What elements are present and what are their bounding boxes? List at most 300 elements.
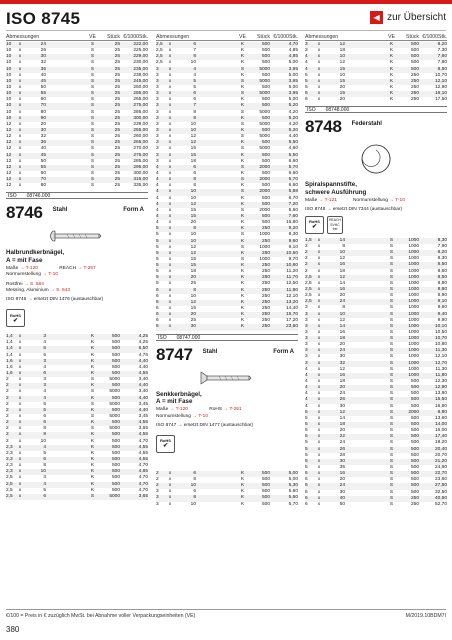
- dim-b: 4: [43, 444, 46, 450]
- ve-cell: K: [389, 78, 394, 84]
- ve-cell: S: [240, 207, 245, 213]
- dim-a: 10: [6, 84, 12, 90]
- dim-a: 2: [6, 389, 9, 395]
- dim-x: x: [317, 84, 321, 90]
- dim-x: x: [317, 354, 321, 360]
- dim-a: 5: [305, 415, 308, 421]
- dim-b: 5: [193, 78, 196, 84]
- price-cell: 7,90: [437, 243, 447, 249]
- qty-cell: 250: [410, 72, 419, 78]
- dim-x: x: [168, 201, 172, 207]
- dim-a: 5: [305, 452, 308, 458]
- ve-cell: S: [240, 189, 245, 195]
- dim-x: x: [18, 115, 22, 121]
- spacer: [196, 502, 237, 508]
- dim-b: 25: [190, 318, 196, 324]
- qty-cell: 500: [111, 456, 120, 462]
- price-cell: 5,00: [288, 97, 298, 103]
- price-table-8746-cont: [156, 42, 298, 331]
- ve-cell: K: [90, 334, 95, 340]
- price-cell: 13,80: [434, 391, 447, 397]
- dim-a: 5: [305, 458, 308, 464]
- qty-cell: 1000: [408, 317, 419, 323]
- ve-cell: S: [389, 379, 394, 385]
- ve-cell: S: [90, 72, 95, 78]
- qty-cell: 250: [261, 324, 270, 330]
- dim-b: 8: [342, 243, 345, 249]
- product-block-8746: [6, 189, 148, 327]
- price-cell: 4,55: [138, 432, 148, 438]
- dim-a: 10: [6, 97, 12, 103]
- dim-a: 4: [156, 170, 159, 176]
- dim-a: 4: [156, 201, 159, 207]
- product-links: Maße → T-121 Normumstellung → T-10 ISO 8748 → ersetzt DIN 7344 (austauschbar): [305, 198, 405, 212]
- dim-a: 5: [305, 78, 308, 84]
- qty-cell: 500: [111, 334, 120, 340]
- dim-a: 4: [305, 385, 308, 391]
- dim-x: x: [168, 189, 172, 195]
- price-cell: 4,40: [138, 407, 148, 413]
- link-norm-change[interactable]: → T-10: [192, 413, 208, 419]
- ve-cell: K: [240, 306, 245, 312]
- dim-b: 8: [43, 432, 46, 438]
- dim-b: 16: [339, 372, 345, 378]
- dim-x: x: [168, 134, 172, 140]
- ve-cell: S: [90, 134, 95, 140]
- dim-a: 1,4: [6, 340, 13, 346]
- price-cell: 225,00: [133, 48, 148, 54]
- qty-cell: 500: [261, 158, 270, 164]
- price-cell: 5,70: [288, 164, 298, 170]
- qty-cell: 250: [261, 275, 270, 281]
- price-cell: 3,95: [288, 78, 298, 84]
- dim-b: 20: [339, 293, 345, 299]
- ve-cell: S: [389, 286, 394, 292]
- qty-cell: 500: [261, 220, 270, 226]
- product-description: [156, 391, 298, 406]
- price-cell: 5,70: [288, 501, 298, 507]
- dim-a: 3: [305, 305, 308, 311]
- qty-cell: 5000: [259, 78, 270, 84]
- dim-a: 2: [305, 256, 308, 262]
- dim-x: x: [18, 78, 22, 84]
- price-cell: 239,00: [133, 121, 148, 127]
- link-label: Maße: [156, 407, 169, 413]
- qty-cell: 1000: [408, 348, 419, 354]
- dim-b: 45: [40, 152, 46, 158]
- qty-cell: 1000: [408, 274, 419, 280]
- qty-cell: 5000: [259, 109, 270, 115]
- ve-cell: S: [240, 78, 245, 84]
- dim-a: 1,6: [6, 358, 13, 364]
- dim-a: 3: [156, 84, 159, 90]
- spacer: [46, 183, 87, 189]
- price-cell: 8,30: [437, 256, 447, 262]
- dim-a: 10: [6, 78, 12, 84]
- replaced-norm: ISO 8746: [6, 297, 27, 303]
- column-3: [305, 33, 447, 508]
- link-brass[interactable]: → S. 643: [50, 288, 71, 294]
- dim-b: 3: [43, 383, 46, 389]
- price-cell: 275,00: [133, 152, 148, 158]
- dim-a: 3: [156, 121, 159, 127]
- dim-a: 4: [156, 195, 159, 201]
- dim-b: 12: [190, 201, 196, 207]
- ve-cell: S: [389, 471, 394, 477]
- ve-cell: S: [389, 440, 394, 446]
- dim-x: x: [18, 340, 22, 346]
- product-block-8747: [156, 331, 298, 453]
- qty-cell: 500: [111, 469, 120, 475]
- dim-a: 5: [156, 244, 159, 250]
- dim-b: 30: [339, 354, 345, 360]
- iso-code-bar: [6, 192, 148, 199]
- halbrund-nail-drawing: [6, 225, 148, 247]
- dim-b: 6: [193, 97, 196, 103]
- qty-cell: 25: [114, 121, 120, 127]
- price-cell: 17,40: [434, 434, 447, 440]
- ve-cell: S: [389, 495, 394, 501]
- price-cell: 5,00: [288, 60, 298, 66]
- dim-a: 3: [305, 342, 308, 348]
- qty-cell: 500: [111, 487, 120, 493]
- qty-cell: 500: [410, 452, 419, 458]
- price-cell: 12,50: [285, 281, 298, 287]
- description-line-2: A = mit Fase: [156, 398, 193, 406]
- ve-cell: K: [90, 383, 95, 389]
- price-cell: 5,50: [288, 152, 298, 158]
- ve-cell: K: [240, 158, 245, 164]
- dim-x: x: [18, 371, 22, 377]
- link-label: Normumstellung: [156, 413, 191, 419]
- link-norm-change[interactable]: → T-10: [42, 272, 58, 278]
- qty-cell: 1000: [408, 250, 419, 256]
- dim-b: 3: [43, 334, 46, 340]
- link-reach[interactable]: → T-257: [77, 266, 96, 272]
- dim-b: 8: [193, 183, 196, 189]
- dim-b: 6: [43, 493, 46, 499]
- product-description: [6, 249, 148, 264]
- ve-cell: S: [389, 483, 394, 489]
- iso-label: ISO: [158, 334, 167, 341]
- price-cell: 4,70: [138, 475, 148, 481]
- dim-b: 20: [339, 477, 345, 483]
- ve-cell: S: [240, 134, 245, 140]
- qty-cell: 250: [261, 238, 270, 244]
- dim-b: 4: [43, 340, 46, 346]
- price-cell: 3,45: [138, 401, 148, 407]
- header-dimensions: Abmessungen: [305, 34, 339, 40]
- ve-cell: K: [240, 54, 245, 60]
- dim-a: 10: [6, 42, 12, 47]
- dim-b: 18: [190, 158, 196, 164]
- ve-cell: S: [389, 342, 394, 348]
- qty-cell: 500: [410, 428, 419, 434]
- qty-cell: 250: [261, 263, 270, 269]
- price-cell: 4,55: [138, 371, 148, 377]
- qty-cell: 25: [114, 164, 120, 170]
- dim-b: 15: [190, 152, 196, 158]
- dim-b: 8: [43, 463, 46, 469]
- qty-cell: 1000: [408, 293, 419, 299]
- dim-x: x: [317, 243, 321, 249]
- dim-b: 18: [339, 422, 345, 428]
- qty-cell: 500: [261, 152, 270, 158]
- link-measurements[interactable]: → T-121: [318, 198, 337, 204]
- qty-cell: 25: [114, 177, 120, 183]
- dim-b: 20: [339, 97, 345, 103]
- dim-b: 8: [43, 426, 46, 432]
- dim-b: 60: [40, 170, 46, 176]
- dim-b: 10: [339, 72, 345, 78]
- link-target: T-257: [83, 266, 96, 272]
- ve-cell: S: [389, 366, 394, 372]
- dim-b: 10: [190, 127, 196, 133]
- qty-cell: 25: [114, 60, 120, 66]
- qty-cell: 500: [261, 115, 270, 121]
- ve-cell: K: [90, 364, 95, 370]
- link-rohs[interactable]: → T-261: [223, 407, 242, 413]
- dim-x: x: [168, 54, 172, 60]
- ve-cell: K: [240, 97, 245, 103]
- qty-cell: 25: [114, 127, 120, 133]
- ve-cell: K: [389, 42, 394, 47]
- price-cell: 9,90: [437, 317, 447, 323]
- overview-link[interactable]: [370, 11, 446, 24]
- qty-cell: 500: [410, 385, 419, 391]
- header-ve: VE: [239, 34, 246, 40]
- dim-a: 5: [156, 269, 159, 275]
- qty-cell: 250: [410, 495, 419, 501]
- dim-a: 6: [305, 495, 308, 501]
- chevron-left-icon: ◀: [370, 11, 383, 24]
- link-norm-change[interactable]: → T-10: [389, 198, 405, 204]
- link-stainless[interactable]: → S. 584: [23, 281, 44, 287]
- table-row: [156, 502, 298, 508]
- qty-cell: 25: [114, 78, 120, 84]
- ve-cell: K: [240, 263, 245, 269]
- qty-cell: 500: [410, 379, 419, 385]
- ve-cell: K: [240, 213, 245, 219]
- dim-a: 3: [156, 66, 159, 72]
- ve-cell: K: [389, 91, 394, 97]
- ve-cell: S: [389, 293, 394, 299]
- dim-b: 6: [43, 420, 46, 426]
- dim-b: 12: [339, 409, 345, 415]
- dim-a: 2: [156, 483, 159, 489]
- qty-cell: 500: [410, 458, 419, 464]
- dim-x: x: [317, 471, 321, 477]
- iso-code-bar: [156, 334, 298, 341]
- link-label: Maße: [305, 198, 318, 204]
- table-row: [156, 324, 298, 330]
- qty-cell: 250: [261, 306, 270, 312]
- qty-cell: 500: [410, 415, 419, 421]
- ve-cell: K: [240, 152, 245, 158]
- qty-cell: 500: [111, 364, 120, 370]
- dim-b: 24: [40, 42, 46, 47]
- dim-b: 5: [43, 346, 46, 352]
- dim-b: 10: [190, 189, 196, 195]
- ve-cell: S: [389, 489, 394, 495]
- price-cell: 4,40: [288, 134, 298, 140]
- qty-cell: 500: [111, 420, 120, 426]
- price-cell: 4,70: [138, 481, 148, 487]
- dim-x: x: [317, 66, 321, 72]
- qty-cell: 500: [410, 422, 419, 428]
- dim-x: x: [168, 152, 172, 158]
- dim-a: 2,3: [6, 463, 13, 469]
- qty-cell: 500: [111, 475, 120, 481]
- ve-cell: K: [240, 293, 245, 299]
- form-label: Form A: [123, 207, 144, 214]
- qty-cell: 500: [261, 170, 270, 176]
- dim-b: 60: [40, 97, 46, 103]
- dim-a: 2: [6, 377, 9, 383]
- dim-b: 20: [339, 84, 345, 90]
- dim-b: 32: [339, 360, 345, 366]
- price-cell: 12,30: [434, 379, 447, 385]
- price-cell: 230,00: [133, 60, 148, 66]
- price-cell: 10,70: [434, 72, 447, 78]
- dim-a: 2,3: [6, 456, 13, 462]
- dim-a: 12: [6, 121, 12, 127]
- ve-cell: K: [240, 275, 245, 281]
- qty-cell: 5000: [109, 401, 120, 407]
- ve-cell: S: [90, 158, 95, 164]
- dim-b: 4: [43, 395, 46, 401]
- qty-cell: 500: [410, 54, 419, 60]
- dim-a: 3: [156, 134, 159, 140]
- price-cell: 10,80: [285, 263, 298, 269]
- dim-b: 20: [190, 275, 196, 281]
- dim-x: x: [168, 146, 172, 152]
- qty-cell: 500: [261, 195, 270, 201]
- ve-cell: S: [240, 164, 245, 170]
- ve-cell: S: [389, 256, 394, 262]
- qty-cell: 5000: [259, 66, 270, 72]
- qty-cell: 500: [410, 391, 419, 397]
- rohs-badge: [305, 216, 324, 234]
- dim-b: 12: [190, 140, 196, 146]
- iso-label: ISO: [8, 193, 17, 200]
- product-number: 8748: [305, 117, 342, 137]
- dim-a: 2: [6, 438, 9, 444]
- dim-a: 6: [305, 91, 308, 97]
- dim-b: 40: [40, 146, 46, 152]
- qty-cell: 1000: [259, 232, 270, 238]
- dim-x: x: [317, 360, 321, 366]
- ve-cell: S: [240, 232, 245, 238]
- price-cell: 4,70: [138, 487, 148, 493]
- dim-x: x: [168, 103, 172, 109]
- dim-x: x: [18, 377, 22, 383]
- dim-b: 12: [190, 244, 196, 250]
- qty-cell: 250: [261, 226, 270, 232]
- table-header: [305, 33, 447, 41]
- price-cell: 12,70: [434, 360, 447, 366]
- qty-cell: 25: [114, 140, 120, 146]
- qty-cell: 500: [111, 444, 120, 450]
- ve-cell: K: [389, 54, 394, 60]
- qty-cell: 500: [410, 60, 419, 66]
- ve-cell: K: [240, 220, 245, 226]
- catalog-code: M/2019.10BDM7I: [405, 613, 446, 619]
- ve-cell: K: [240, 501, 245, 507]
- price-cell: 9,70: [288, 256, 298, 262]
- dim-b: 14: [339, 280, 345, 286]
- ve-cell: S: [389, 317, 394, 323]
- price-cell: 14,00: [434, 422, 447, 428]
- qty-cell: 500: [261, 54, 270, 60]
- dim-a: 3: [305, 42, 308, 47]
- dim-a: 3: [156, 152, 159, 158]
- link-measurements[interactable]: → T-120: [169, 407, 188, 413]
- dim-x: x: [168, 299, 172, 305]
- ve-cell: S: [389, 465, 394, 471]
- qty-cell: 1000: [408, 372, 419, 378]
- price-cell: 6,50: [138, 346, 148, 352]
- dim-x: x: [18, 121, 22, 127]
- dim-b: 6: [193, 170, 196, 176]
- ve-cell: K: [90, 487, 95, 493]
- dim-b: 50: [339, 501, 345, 507]
- price-cell: 11,80: [286, 287, 298, 293]
- price-table-8748: [305, 238, 447, 508]
- product-heading: [305, 117, 447, 139]
- price-cell: 20,40: [434, 446, 447, 452]
- ve-cell: K: [389, 60, 394, 66]
- link-measurements[interactable]: → T-120: [19, 266, 38, 272]
- price-cell: 255,00: [133, 91, 148, 97]
- dim-b: 20: [190, 220, 196, 226]
- price-cell: 235,00: [133, 66, 148, 72]
- ve-cell: S: [389, 237, 394, 243]
- dim-x: x: [18, 103, 22, 109]
- dim-a: 3: [156, 146, 159, 152]
- dim-b: 6: [193, 42, 196, 47]
- price-table-8746: [6, 334, 148, 500]
- price-cell: 5,20: [288, 103, 298, 109]
- dim-b: 26: [40, 48, 46, 54]
- dim-x: x: [18, 146, 22, 152]
- qty-cell: 2000: [259, 189, 270, 195]
- qty-cell: 500: [261, 103, 270, 109]
- ve-cell: K: [90, 352, 95, 358]
- qty-cell: 1000: [408, 311, 419, 317]
- ve-cell: K: [90, 395, 95, 401]
- description-line-1: Halbrundkerbnägel,: [6, 249, 65, 257]
- price-cell: 40,50: [434, 495, 447, 501]
- ve-cell: S: [389, 262, 394, 268]
- ve-cell: S: [90, 121, 95, 127]
- dim-b: 18: [339, 336, 345, 342]
- dim-b: 3: [43, 358, 46, 364]
- dim-a: 6: [156, 312, 159, 318]
- link-label: Maße: [6, 266, 19, 272]
- dim-x: x: [168, 195, 172, 201]
- dim-b: 15: [339, 91, 345, 97]
- qty-cell: 5000: [109, 414, 120, 419]
- qty-cell: 500: [261, 183, 270, 189]
- material-label: Federstahl: [351, 121, 382, 128]
- dim-x: x: [317, 72, 321, 78]
- qty-cell: 250: [261, 299, 270, 305]
- dim-x: x: [317, 293, 321, 299]
- dim-x: x: [18, 438, 22, 444]
- checkmark-icon: ✔: [12, 317, 19, 324]
- dim-x: x: [18, 389, 22, 395]
